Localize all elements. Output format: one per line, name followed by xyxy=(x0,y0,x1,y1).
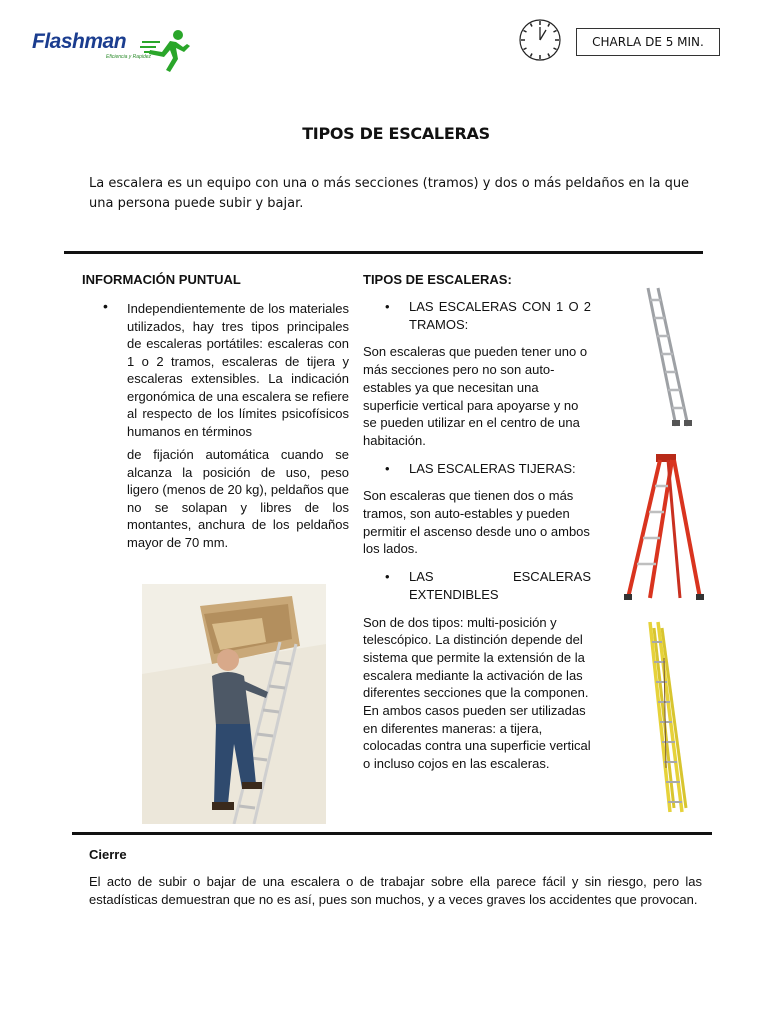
cierre-paragraph: El acto de subir o bajar de una escalera o de trabajar sobre ella parece fácil y sin riesgo, pero las estadísticas demuestran que no es así, pues son muchos, y a veces graves los accidentes que provocan. xyxy=(89,874,702,907)
bullet-icon: • xyxy=(385,569,390,585)
step-ladder-image xyxy=(622,452,704,602)
single-ladder-image xyxy=(628,286,694,428)
extension-ladder-image xyxy=(640,618,690,814)
type-bullet-2 xyxy=(363,460,591,478)
runner-icon xyxy=(140,28,192,74)
type-bullet-2-label: LAS ESCALERAS TIJERAS: xyxy=(409,460,576,476)
type-bullet-1-label: LAS ESCALERAS CON 1 O 2 TRAMOS: xyxy=(409,299,591,332)
bullet-icon: • xyxy=(385,299,390,314)
cierre-heading: Cierre xyxy=(89,847,127,862)
type-2-description: Son escaleras que tienen dos o más tramos, son auto-estables y pueden permitir el ascenso desde uno o ambos los lados. xyxy=(363,488,590,557)
section-divider-bottom xyxy=(72,832,712,835)
type-1-description: Son escaleras que pueden tener uno o más secciones pero no son auto-estables ya que necesitan una superficie vertical para apoyarse y no se pueden utilizar en el centro de una habitación. xyxy=(363,344,588,448)
intro-paragraph: La escalera es un equipo con una o más secciones (tramos) y dos o más peldaños en la que una persona puede subir y bajar. xyxy=(89,176,690,211)
type-3-description: Son de dos tipos: multi-posición y telescópico. La distinción depende del sistema que permite la extensión de la escalera mediante la activación de las diferentes secciones que la componen. En ambos casos pueden ser utilizadas en diferentes maneras: a tijera, colocadas contra una superficie vertical o incluso cojos en las escaleras. xyxy=(363,614,591,772)
bullet-icon: • xyxy=(103,298,108,314)
charla-label: CHARLA DE 5 MIN. xyxy=(592,35,704,49)
charla-label-box xyxy=(576,28,720,56)
info-heading: INFORMACIÓN PUNTUAL xyxy=(82,272,241,287)
attic-ladder-photo xyxy=(142,584,326,824)
info-paragraph-1: Independientemente de los materiales utilizados, hay tres tipos principales de escaleras portátiles: escaleras con 1 o 2 tramos, escaleras de tijera y escaleras extensibles. La indicación ergonómica de una escalera se refiere al respecto de los límites psicofísicos humanos en términos xyxy=(127,301,349,439)
info-body xyxy=(127,300,349,551)
section-divider xyxy=(64,251,703,254)
types-heading: TIPOS DE ESCALERAS: xyxy=(363,272,512,287)
type-bullet-1 xyxy=(363,298,591,333)
page-title: TIPOS DE ESCALERAS xyxy=(302,124,490,143)
logo-text: Flashman xyxy=(32,30,127,53)
logo-tagline: Eficiencia y Rapidez xyxy=(106,54,152,60)
clock-icon xyxy=(518,18,562,62)
flashman-logo xyxy=(32,28,192,76)
type-bullet-3 xyxy=(363,568,591,603)
bullet-icon: • xyxy=(385,460,390,476)
info-paragraph-2: de fijación automática cuando se alcanza la posición de uso, peso ligero (menos de 20 kg), peldaños que no se solapan y libres de los montantes, anchura de los peldaños mayor de 70 mm. xyxy=(127,447,349,550)
types-list xyxy=(363,298,591,783)
type-bullet-3-label: LAS ESCALERAS EXTENDIBLES xyxy=(409,569,591,602)
